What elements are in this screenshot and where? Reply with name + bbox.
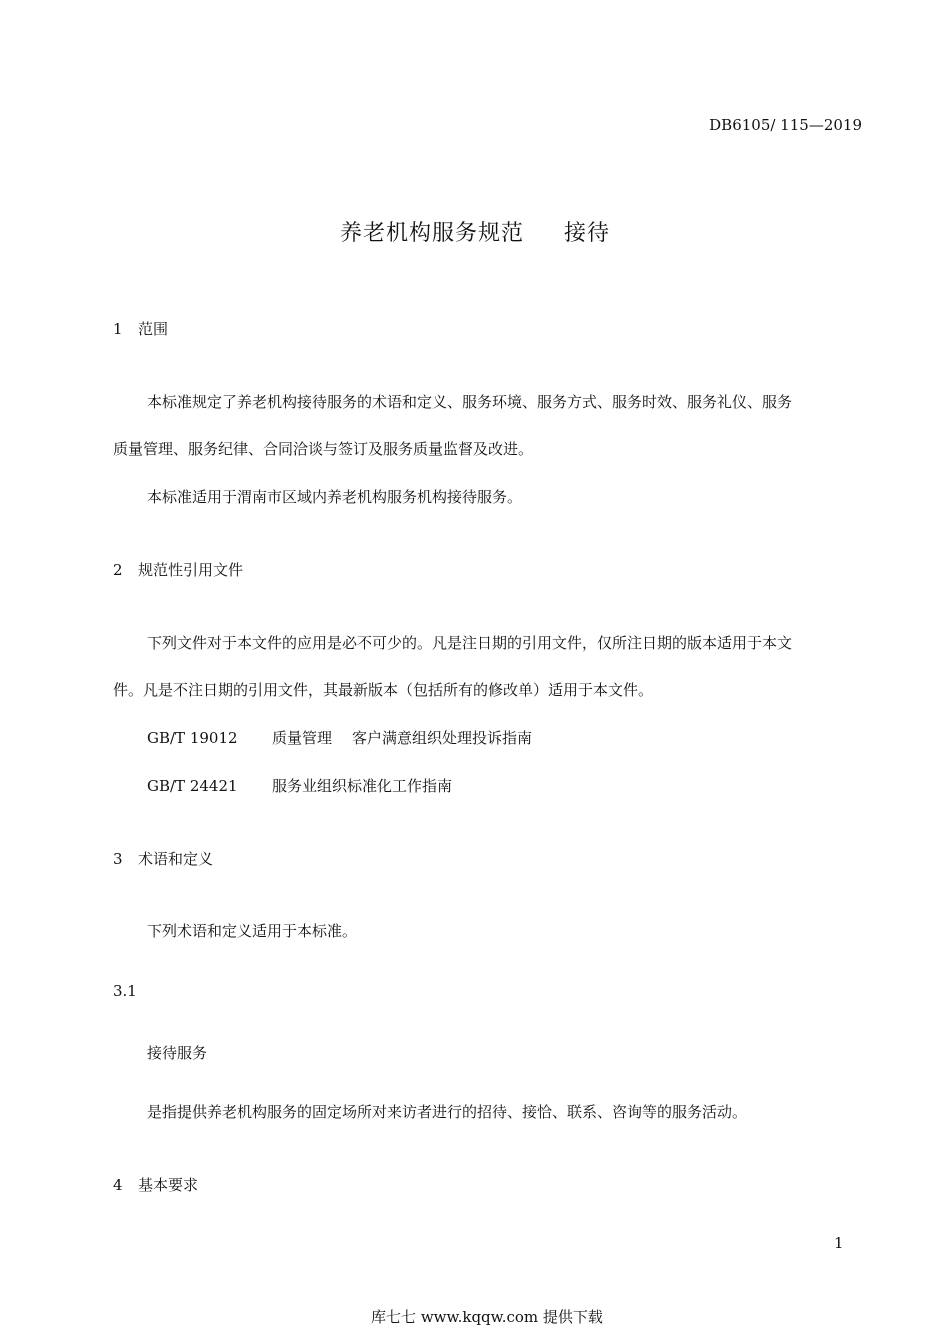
section-3-heading: 3 术语和定义 (113, 850, 214, 868)
term-name: 接待服务 (147, 1044, 208, 1062)
footer-site-name: 库七七 (371, 1308, 417, 1326)
title-main: 养老机构服务规范 (339, 221, 524, 246)
reference-code: GB/T 24421 (147, 777, 238, 795)
section-2-para-line1: 下列文件对于本文件的应用是必不可少的。凡是注日期的引用文件，仅所注日期的版本适用于本文 (147, 634, 793, 652)
reference-title-a: 服务业组织标准化工作指南 (272, 777, 453, 795)
footer-suffix: 提供下载 (542, 1308, 603, 1326)
title-sub: 接待 (564, 221, 611, 246)
reference-title-b: 客户满意组织处理投诉指南 (352, 729, 533, 747)
page-number: 1 (834, 1234, 844, 1252)
section-1-para1-line1: 本标准规定了养老机构接待服务的术语和定义、服务环境、服务方式、服务时效、服务礼仪、服务 (147, 393, 793, 411)
section-4-heading: 4 基本要求 (113, 1176, 199, 1194)
reference-title-a: 质量管理 (272, 729, 333, 747)
section-2-para-line2: 件。凡是不注日期的引用文件，其最新版本（包括所有的修改单）适用于本文件。 (113, 681, 654, 699)
reference-row (147, 775, 452, 796)
footer-url[interactable]: www.kqqw.com (420, 1308, 539, 1326)
section-1-para1-line2: 质量管理、服务纪律、合同洽谈与签订及服务质量监督及改进。 (113, 440, 534, 458)
document-title (0, 216, 950, 247)
subsection-3-1-number: 3.1 (113, 982, 137, 1000)
section-1-para2: 本标准适用于渭南市区域内养老机构服务机构接待服务。 (147, 488, 523, 506)
reference-row (147, 727, 532, 748)
standard-code: DB6105/ 115—2019 (709, 116, 862, 134)
section-2-heading: 2 规范性引用文件 (113, 561, 244, 579)
section-1-heading: 1 范围 (113, 320, 169, 338)
section-3-intro: 下列术语和定义适用于本标准。 (147, 922, 358, 940)
term-definition: 是指提供养老机构服务的固定场所对来访者进行的招待、接恰、联系、咨询等的服务活动。 (147, 1103, 748, 1121)
reference-code: GB/T 19012 (147, 729, 238, 747)
footer (0, 1306, 950, 1327)
